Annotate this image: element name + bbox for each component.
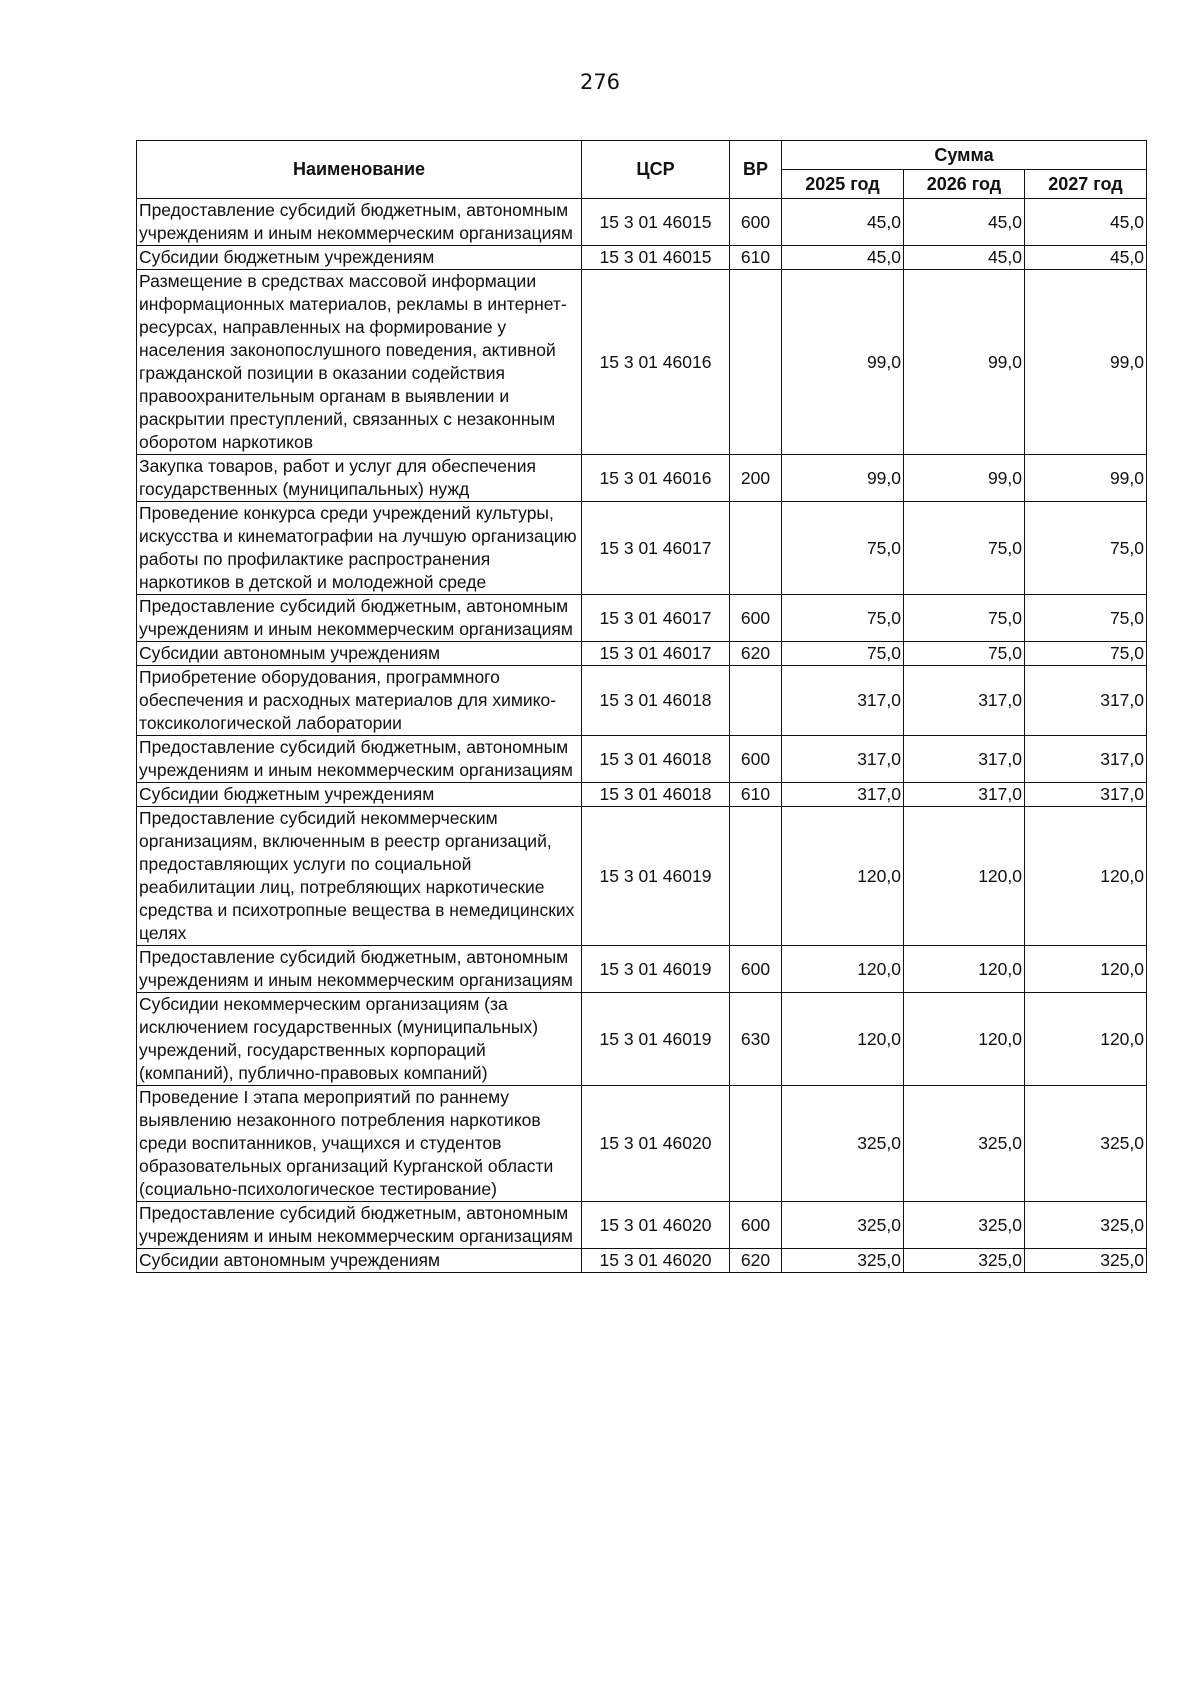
row-vr: 630 — [730, 993, 782, 1086]
row-value-2027: 325,0 — [1025, 1249, 1147, 1273]
row-value-2026: 45,0 — [904, 246, 1025, 270]
row-name: Предоставление субсидий бюджетным, автономным учреждениям и иным некоммерческим организациям — [137, 736, 582, 783]
row-value-2025: 120,0 — [782, 946, 904, 993]
table-row — [137, 946, 1147, 993]
row-name: Предоставление субсидий некоммерческим организациям, включенным в реестр организаций, предоставляющих услуги по социальной реабилитации лиц, потребляющих наркотические средства и психотропные вещества в немедицинских целях — [137, 807, 582, 946]
row-vr: 620 — [730, 642, 782, 666]
header-csr: ЦСР — [582, 141, 730, 199]
row-value-2026: 317,0 — [904, 736, 1025, 783]
row-vr: 600 — [730, 199, 782, 246]
row-csr: 15 3 01 46015 — [582, 246, 730, 270]
row-value-2025: 75,0 — [782, 642, 904, 666]
table-row — [137, 1249, 1147, 1273]
table-row — [137, 736, 1147, 783]
row-value-2025: 45,0 — [782, 199, 904, 246]
row-name: Предоставление субсидий бюджетным, автономным учреждениям и иным некоммерческим организациям — [137, 946, 582, 993]
row-value-2027: 325,0 — [1025, 1086, 1147, 1202]
row-value-2025: 120,0 — [782, 807, 904, 946]
row-vr: 600 — [730, 1202, 782, 1249]
row-name: Проведение I этапа мероприятий по раннему выявлению незаконного потребления наркотиков среди воспитанников, учащихся и студентов образовательных организаций Курганской области (социально-психологическое тестирование) — [137, 1086, 582, 1202]
row-name: Предоставление субсидий бюджетным, автономным учреждениям и иным некоммерческим организациям — [137, 595, 582, 642]
row-name: Предоставление субсидий бюджетным, автономным учреждениям и иным некоммерческим организациям — [137, 1202, 582, 1249]
row-value-2026: 325,0 — [904, 1249, 1025, 1273]
table-row — [137, 1202, 1147, 1249]
row-csr: 15 3 01 46020 — [582, 1249, 730, 1273]
row-name: Приобретение оборудования, программного обеспечения и расходных материалов для химико-токсикологической лаборатории — [137, 666, 582, 736]
row-vr: 610 — [730, 246, 782, 270]
row-csr: 15 3 01 46018 — [582, 666, 730, 736]
row-vr — [730, 1086, 782, 1202]
row-vr — [730, 807, 782, 946]
row-csr: 15 3 01 46017 — [582, 595, 730, 642]
row-value-2026: 120,0 — [904, 993, 1025, 1086]
header-row — [137, 141, 1147, 170]
table-row — [137, 502, 1147, 595]
table-row — [137, 270, 1147, 455]
row-value-2026: 75,0 — [904, 642, 1025, 666]
table-row — [137, 199, 1147, 246]
row-value-2026: 120,0 — [904, 946, 1025, 993]
row-vr: 600 — [730, 595, 782, 642]
row-value-2027: 75,0 — [1025, 595, 1147, 642]
row-vr: 620 — [730, 1249, 782, 1273]
header-vr: ВР — [730, 141, 782, 199]
row-vr: 600 — [730, 946, 782, 993]
header-sum: Сумма — [782, 141, 1147, 170]
row-csr: 15 3 01 46019 — [582, 807, 730, 946]
header-name: Наименование — [137, 141, 582, 199]
table-row — [137, 642, 1147, 666]
table-row — [137, 666, 1147, 736]
row-csr: 15 3 01 46020 — [582, 1086, 730, 1202]
row-value-2027: 317,0 — [1025, 736, 1147, 783]
row-name: Предоставление субсидий бюджетным, автономным учреждениям и иным некоммерческим организациям — [137, 199, 582, 246]
table-row — [137, 1086, 1147, 1202]
row-name: Субсидии бюджетным учреждениям — [137, 246, 582, 270]
row-csr: 15 3 01 46020 — [582, 1202, 730, 1249]
row-csr: 15 3 01 46019 — [582, 993, 730, 1086]
page-number: 276 — [579, 70, 621, 94]
header-year-2026: 2026 год — [904, 170, 1025, 199]
row-value-2027: 75,0 — [1025, 642, 1147, 666]
row-csr: 15 3 01 46017 — [582, 502, 730, 595]
table-row — [137, 993, 1147, 1086]
row-value-2027: 317,0 — [1025, 666, 1147, 736]
row-name: Субсидии некоммерческим организациям (за исключением государственных (муниципальных) учреждений, государственных корпораций (компаний), публично-правовых компаний) — [137, 993, 582, 1086]
row-csr: 15 3 01 46017 — [582, 642, 730, 666]
row-csr: 15 3 01 46018 — [582, 736, 730, 783]
row-name: Размещение в средствах массовой информации информационных материалов, рекламы в интернет-ресурсах, направленных на формирование у населения законопослушного поведения, активной гражданской позиции в оказании содействия правоохранительным органам в выявлении и раскрытии преступлений, связанных с незаконным оборотом наркотиков — [137, 270, 582, 455]
row-value-2027: 99,0 — [1025, 455, 1147, 502]
row-value-2027: 120,0 — [1025, 807, 1147, 946]
row-value-2026: 325,0 — [904, 1202, 1025, 1249]
table-row — [137, 455, 1147, 502]
row-vr — [730, 502, 782, 595]
row-value-2026: 317,0 — [904, 783, 1025, 807]
row-value-2027: 99,0 — [1025, 270, 1147, 455]
table-row — [137, 595, 1147, 642]
row-value-2026: 325,0 — [904, 1086, 1025, 1202]
row-value-2025: 325,0 — [782, 1249, 904, 1273]
row-value-2027: 75,0 — [1025, 502, 1147, 595]
row-value-2027: 317,0 — [1025, 783, 1147, 807]
row-vr: 200 — [730, 455, 782, 502]
row-vr — [730, 666, 782, 736]
row-value-2025: 75,0 — [782, 502, 904, 595]
row-name: Закупка товаров, работ и услуг для обеспечения государственных (муниципальных) нужд — [137, 455, 582, 502]
row-value-2025: 120,0 — [782, 993, 904, 1086]
table-row — [137, 246, 1147, 270]
table-row — [137, 783, 1147, 807]
row-vr: 610 — [730, 783, 782, 807]
row-value-2027: 325,0 — [1025, 1202, 1147, 1249]
row-value-2026: 45,0 — [904, 199, 1025, 246]
row-name: Субсидии бюджетным учреждениям — [137, 783, 582, 807]
row-value-2027: 45,0 — [1025, 246, 1147, 270]
row-value-2026: 75,0 — [904, 595, 1025, 642]
row-value-2026: 120,0 — [904, 807, 1025, 946]
row-value-2027: 120,0 — [1025, 946, 1147, 993]
row-value-2025: 75,0 — [782, 595, 904, 642]
row-value-2027: 120,0 — [1025, 993, 1147, 1086]
row-value-2025: 325,0 — [782, 1086, 904, 1202]
row-value-2025: 99,0 — [782, 455, 904, 502]
row-value-2026: 75,0 — [904, 502, 1025, 595]
row-csr: 15 3 01 46018 — [582, 783, 730, 807]
row-csr: 15 3 01 46016 — [582, 270, 730, 455]
row-value-2025: 325,0 — [782, 1202, 904, 1249]
row-name: Субсидии автономным учреждениям — [137, 1249, 582, 1273]
row-value-2025: 99,0 — [782, 270, 904, 455]
row-value-2026: 99,0 — [904, 270, 1025, 455]
row-value-2026: 317,0 — [904, 666, 1025, 736]
row-vr — [730, 270, 782, 455]
row-name: Субсидии автономным учреждениям — [137, 642, 582, 666]
row-csr: 15 3 01 46015 — [582, 199, 730, 246]
header-year-2025: 2025 год — [782, 170, 904, 199]
table-row — [137, 807, 1147, 946]
row-value-2026: 99,0 — [904, 455, 1025, 502]
row-name: Проведение конкурса среди учреждений культуры, искусства и кинематографии на лучшую организацию работы по профилактике распространения наркотиков в детской и молодежной среде — [137, 502, 582, 595]
row-value-2025: 317,0 — [782, 736, 904, 783]
row-value-2025: 45,0 — [782, 246, 904, 270]
row-value-2025: 317,0 — [782, 783, 904, 807]
budget-table — [136, 140, 1147, 1273]
header-year-2027: 2027 год — [1025, 170, 1147, 199]
row-value-2027: 45,0 — [1025, 199, 1147, 246]
row-csr: 15 3 01 46016 — [582, 455, 730, 502]
row-csr: 15 3 01 46019 — [582, 946, 730, 993]
row-vr: 600 — [730, 736, 782, 783]
row-value-2025: 317,0 — [782, 666, 904, 736]
